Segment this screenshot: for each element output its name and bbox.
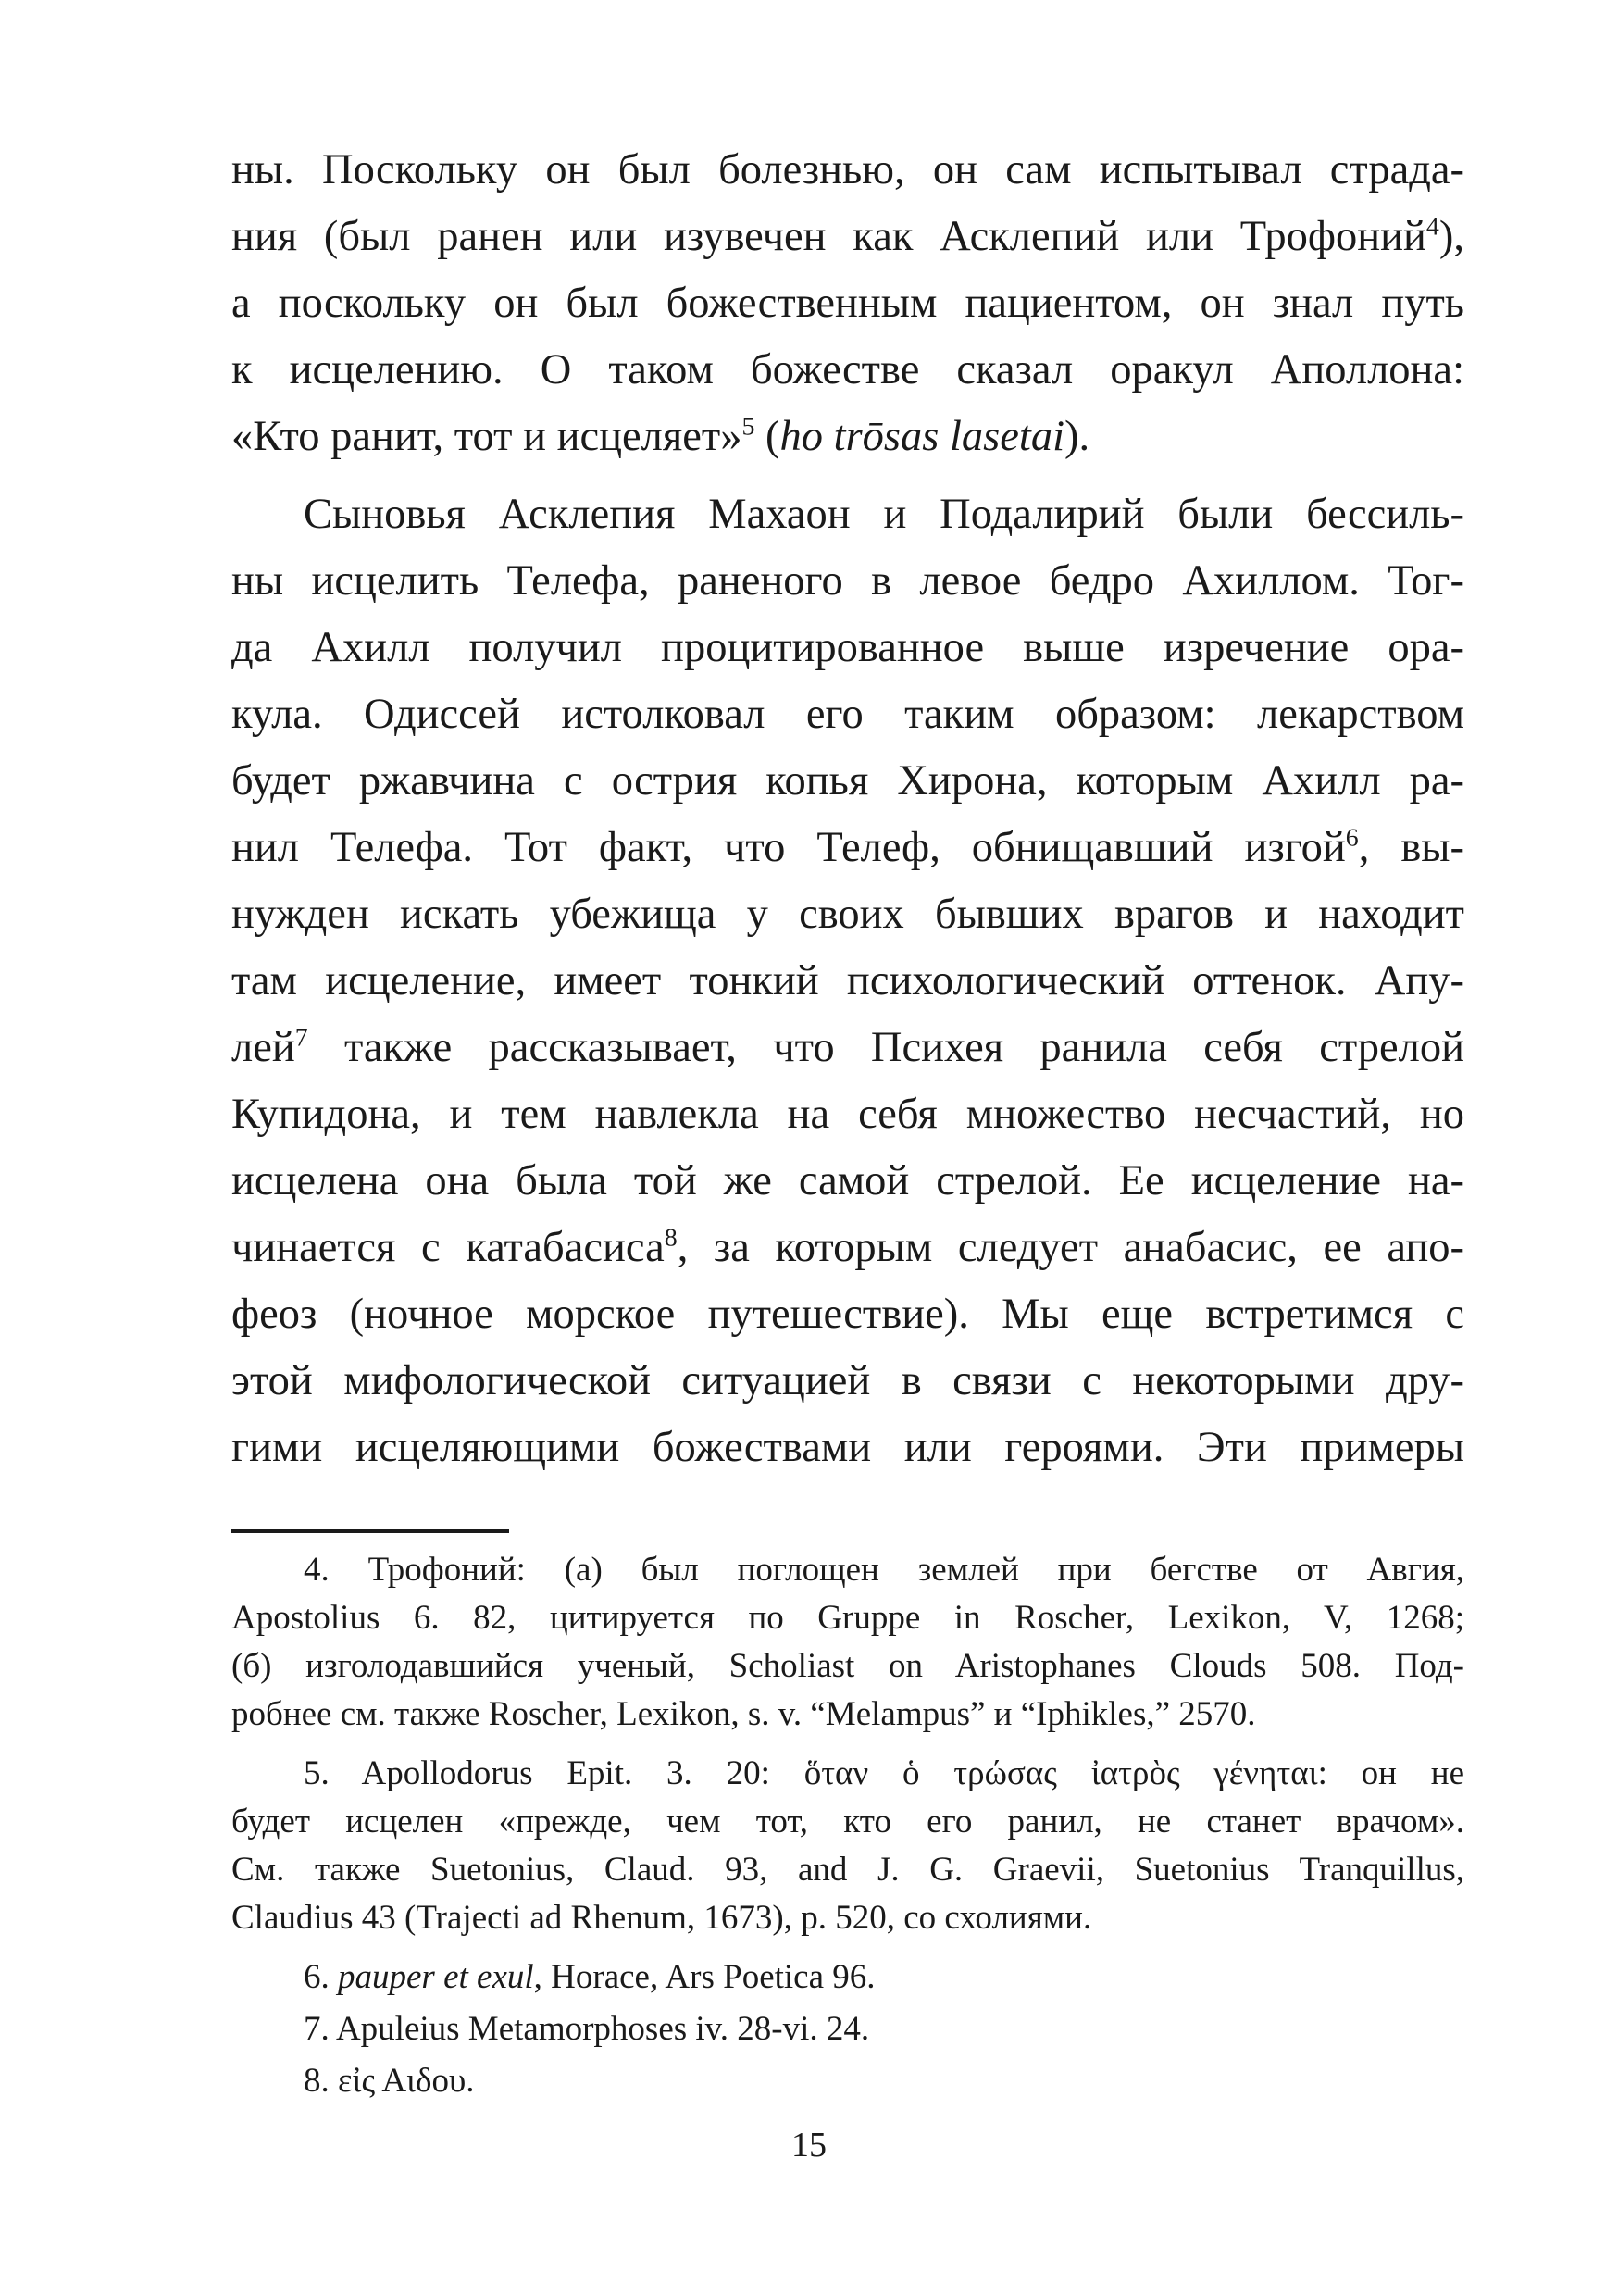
footnote-ref[interactable]: 5 — [741, 412, 755, 442]
line-text: ны исцелить Телефа, раненого в левое бедро Ахиллом. Тог- — [231, 557, 1464, 605]
text-line — [231, 270, 1464, 337]
footnote-7: 7. Apuleius Metamorphoses iv. 28-vi. 24. — [304, 2010, 870, 2048]
text-line — [231, 1281, 1464, 1348]
text-line — [231, 1081, 1464, 1148]
line-text: , за которым следует анабасис, ее апо- — [677, 1224, 1465, 1271]
line-text: Сыновья Асклепия Махаон и Подалирий были бессиль- — [304, 491, 1464, 538]
line-text: исцелена она была той же самой стрелой. Ее исцеление на- — [231, 1157, 1464, 1204]
footnotes — [231, 1546, 1464, 2109]
footnote-ref[interactable]: 4 — [1425, 212, 1439, 242]
footnote-ref[interactable]: 7 — [294, 1023, 308, 1053]
text-line — [231, 404, 1464, 470]
main-text — [231, 137, 1464, 1481]
footnote-line: 4. Трофоний: (а) был поглощен землей при бегстве от Авгия, — [304, 1551, 1464, 1589]
line-text: нил Телефа. Тот факт, что Телеф, обнищавший изгой — [231, 824, 1346, 871]
footnote-separator — [231, 1529, 509, 1533]
line-text: ( — [754, 413, 780, 460]
text-line — [231, 337, 1464, 404]
footnote-5 — [231, 1750, 1464, 1942]
footnote-line: Apostolius 6. 82, цитируется по Gruppe in Roscher, Lexikon, V, 1268; — [231, 1599, 1464, 1637]
line-text: также рассказывает, что Психея ранила себя стрелой — [307, 1024, 1464, 1071]
line-text: будет ржавчина с острия копья Хирона, которым Ахилл ра- — [231, 757, 1464, 805]
line-text: ), — [1438, 213, 1464, 260]
text-line — [231, 1415, 1464, 1481]
text-line — [231, 948, 1464, 1015]
footnote-8: 8. εἰς Αιδου. — [304, 2062, 475, 2100]
footnote-4 — [231, 1546, 1464, 1739]
text-line — [231, 748, 1464, 815]
line-text: кула. Одиссей истолковал его таким образом: лекарством — [231, 691, 1464, 738]
text-line — [231, 815, 1464, 881]
text-line — [231, 1148, 1464, 1215]
text-line — [231, 681, 1464, 748]
line-text: , вы- — [1358, 824, 1464, 871]
footnote-italic: pauper et exul — [338, 1958, 534, 1996]
footnote-line: будет исцелен «прежде, чем тот, кто его ранил, не станет врачом». — [231, 1803, 1464, 1841]
line-text: «Кто ранит, тот и исцеляет» — [231, 413, 742, 460]
line-text: Купидона, и тем навлекла на себя множество несчастий, но — [231, 1091, 1464, 1138]
footnote-number: 6. — [304, 1958, 330, 1996]
line-text: ). — [1064, 413, 1090, 460]
line-text: к исцелению. О таком божестве сказал оракул Аполлона: — [231, 346, 1464, 393]
footnote-ref[interactable]: 8 — [664, 1223, 678, 1253]
footnote-line: См. также Suetonius, Claud. 93, and J. G. Graevii, Suetonius Tranquillus, — [231, 1851, 1464, 1889]
line-text: ния (был ранен или изувечен как Асклепий или Трофоний — [231, 213, 1426, 260]
footnote-line: (б) изголодавшийся ученый, Scholiast on Aristophanes Clouds 508. Под- — [231, 1647, 1464, 1685]
text-line — [231, 881, 1464, 948]
footnote-line: 5. Apollodorus Epit. 3. 20: ὅταν ὁ τρώσας ἰατρὸς γένηται: он не — [304, 1754, 1464, 1792]
footnote-line: Claudius 43 (Trajecti ad Rhenum, 1673), p. 520, со схолиями. — [231, 1899, 1092, 1937]
text-line — [231, 1215, 1464, 1281]
page-number: 15 — [791, 2126, 827, 2165]
text-line — [231, 1015, 1464, 1081]
line-text: нужден искать убежища у своих бывших врагов и находит — [231, 891, 1464, 938]
text-line — [231, 1348, 1464, 1415]
line-text: там исцеление, имеет тонкий психологический оттенок. Апу- — [231, 957, 1464, 1004]
text-line — [231, 615, 1464, 681]
line-text: а поскольку он был божественным пациентом, он знал путь — [231, 280, 1464, 327]
text-line — [231, 548, 1464, 615]
line-text: этой мифологической ситуацией в связи с некоторыми дру- — [231, 1357, 1464, 1404]
line-text: гими исцеляющими божествами или героями. Эти примеры — [231, 1424, 1464, 1471]
line-text: феоз (ночное морское путешествие). Мы еще встретимся с — [231, 1291, 1464, 1338]
footnote-line: робнее см. также Roscher, Lexikon, s. v. “Melampus” и “Iphikles,” 2570. — [231, 1695, 1256, 1733]
text-line — [231, 137, 1464, 204]
text-line — [231, 204, 1464, 270]
line-text: да Ахилл получил процитированное выше изречение ора- — [231, 624, 1464, 671]
line-text: чинается с катабасиса — [231, 1224, 665, 1271]
footnote-text: , Horace, Ars Poetica 96. — [533, 1958, 876, 1996]
footnote-ref[interactable]: 6 — [1345, 823, 1359, 853]
line-text: ны. Поскольку он был болезнью, он сам испытывал страда- — [231, 146, 1464, 193]
text-line — [231, 481, 1464, 548]
footnote-6 — [231, 1953, 1464, 2005]
transliteration: ho trōsas lasetai — [779, 413, 1064, 460]
line-text: лей — [231, 1024, 295, 1071]
